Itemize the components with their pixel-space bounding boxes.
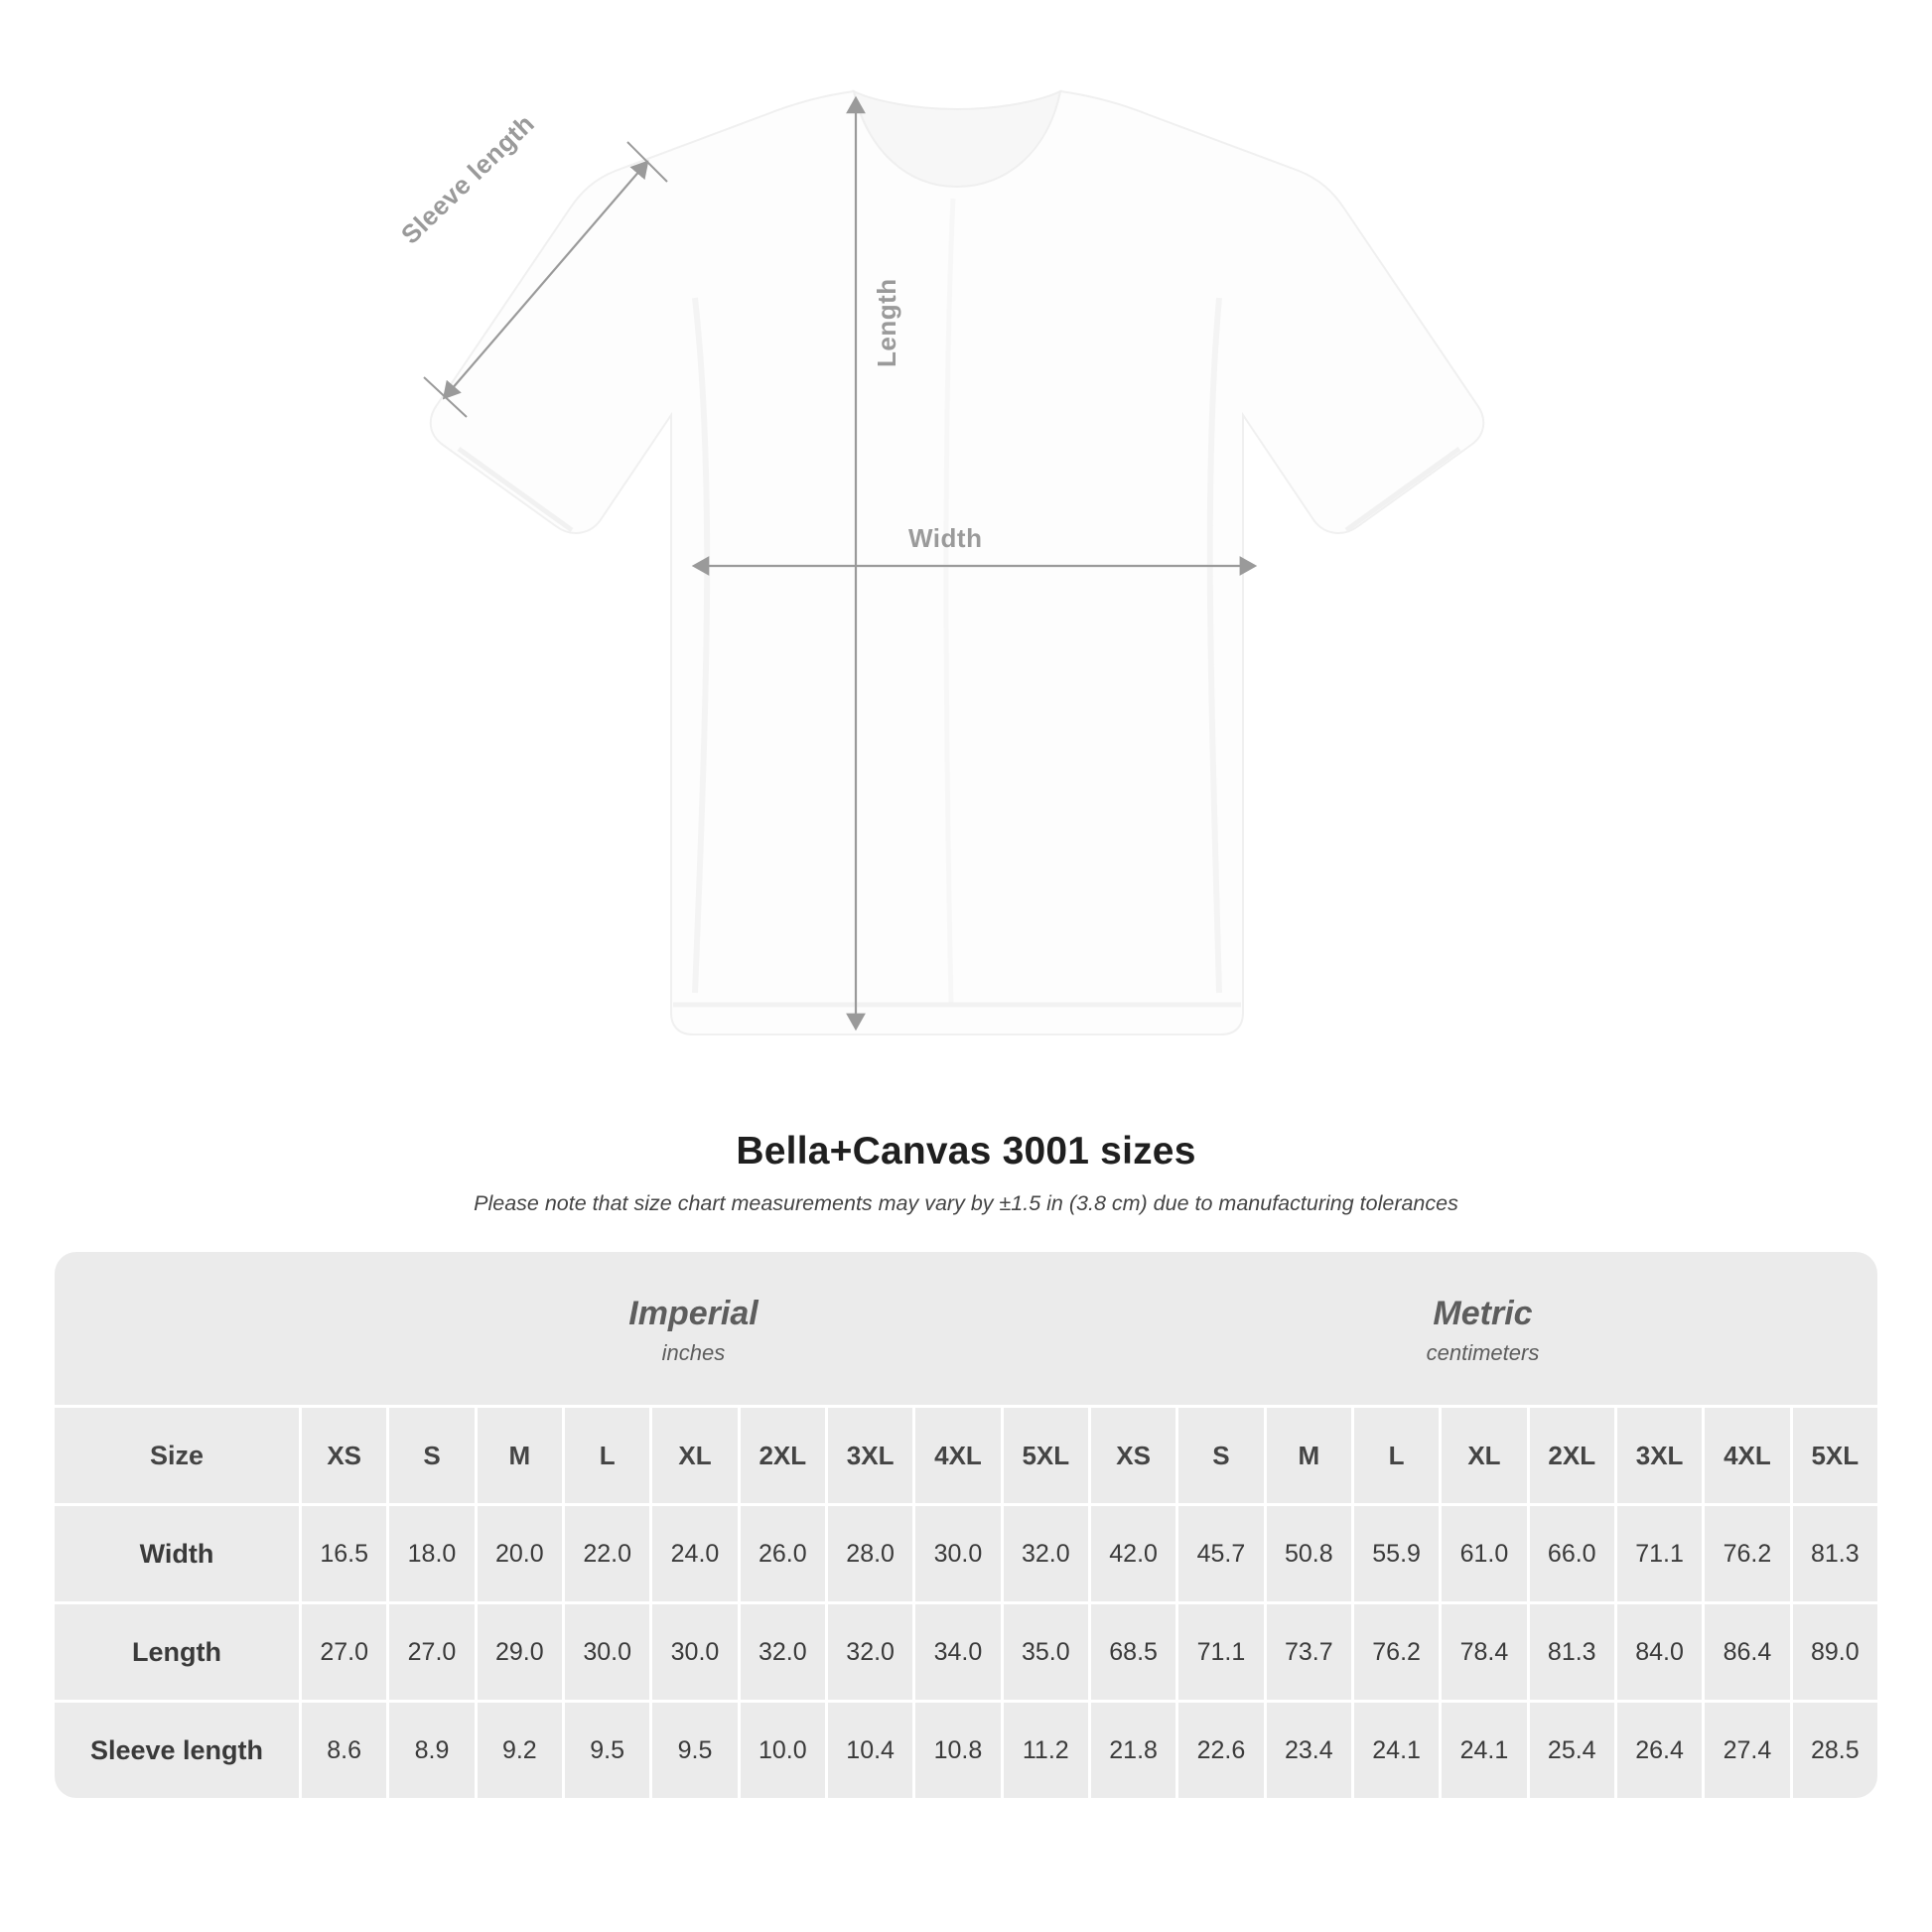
length-xl-metric: 78.4 bbox=[1439, 1601, 1526, 1700]
size-table bbox=[55, 1252, 1877, 1798]
length-m-metric: 73.7 bbox=[1264, 1601, 1351, 1700]
size-header-xs-imperial: XS bbox=[299, 1405, 386, 1503]
length-3xl-metric: 84.0 bbox=[1614, 1601, 1702, 1700]
length-4xl-metric: 86.4 bbox=[1702, 1601, 1789, 1700]
row-label-length: Length bbox=[55, 1601, 299, 1700]
size-header-2xl-imperial: 2XL bbox=[738, 1405, 825, 1503]
width-label: Width bbox=[908, 523, 983, 553]
size-header-xl-imperial: XL bbox=[649, 1405, 737, 1503]
sleeve-l-metric: 24.1 bbox=[1351, 1700, 1439, 1798]
size-header-m-metric: M bbox=[1264, 1405, 1351, 1503]
width-3xl-imperial: 28.0 bbox=[825, 1503, 912, 1601]
sleeve-5xl-imperial: 11.2 bbox=[1001, 1700, 1088, 1798]
width-m-imperial: 20.0 bbox=[475, 1503, 562, 1601]
size-header-l-imperial: L bbox=[562, 1405, 649, 1503]
length-xs-metric: 68.5 bbox=[1088, 1601, 1175, 1700]
width-s-metric: 45.7 bbox=[1175, 1503, 1263, 1601]
size-header-3xl-imperial: 3XL bbox=[825, 1405, 912, 1503]
length-l-imperial: 30.0 bbox=[562, 1601, 649, 1700]
sleeve-m-imperial: 9.2 bbox=[475, 1700, 562, 1798]
tshirt-shape bbox=[431, 91, 1484, 1035]
size-header-4xl-metric: 4XL bbox=[1702, 1405, 1789, 1503]
row-label-width: Width bbox=[55, 1503, 299, 1601]
table-row-width bbox=[55, 1503, 1877, 1601]
title-block bbox=[0, 1130, 1932, 1216]
length-xl-imperial: 30.0 bbox=[649, 1601, 737, 1700]
unit-header-row bbox=[55, 1252, 1877, 1405]
sleeve-5xl-metric: 28.5 bbox=[1790, 1700, 1877, 1798]
sleeve-4xl-imperial: 10.8 bbox=[912, 1700, 1000, 1798]
width-5xl-imperial: 32.0 bbox=[1001, 1503, 1088, 1601]
width-l-metric: 55.9 bbox=[1351, 1503, 1439, 1601]
size-header-row bbox=[55, 1405, 1877, 1503]
unit-metric-cell bbox=[1088, 1252, 1877, 1405]
sleeve-length-label: Sleeve length bbox=[395, 108, 541, 250]
table-row-length bbox=[55, 1601, 1877, 1700]
sleeve-xl-metric: 24.1 bbox=[1439, 1700, 1526, 1798]
measurement-note: Please note that size chart measurements may vary by ±1.5 in (3.8 cm) due to manufacturing tolerances bbox=[474, 1191, 1458, 1215]
length-label: Length bbox=[872, 278, 901, 367]
size-header-4xl-imperial: 4XL bbox=[912, 1405, 1000, 1503]
sleeve-2xl-imperial: 10.0 bbox=[738, 1700, 825, 1798]
sleeve-l-imperial: 9.5 bbox=[562, 1700, 649, 1798]
length-5xl-imperial: 35.0 bbox=[1001, 1601, 1088, 1700]
length-xs-imperial: 27.0 bbox=[299, 1601, 386, 1700]
sleeve-2xl-metric: 25.4 bbox=[1527, 1700, 1614, 1798]
sleeve-3xl-imperial: 10.4 bbox=[825, 1700, 912, 1798]
width-3xl-metric: 71.1 bbox=[1614, 1503, 1702, 1601]
sleeve-s-metric: 22.6 bbox=[1175, 1700, 1263, 1798]
length-s-imperial: 27.0 bbox=[386, 1601, 474, 1700]
unit-spacer-cell bbox=[55, 1252, 299, 1405]
width-2xl-metric: 66.0 bbox=[1527, 1503, 1614, 1601]
length-3xl-imperial: 32.0 bbox=[825, 1601, 912, 1700]
width-xl-imperial: 24.0 bbox=[649, 1503, 737, 1601]
sleeve-xs-metric: 21.8 bbox=[1088, 1700, 1175, 1798]
size-table-body bbox=[55, 1252, 1877, 1798]
size-table-wrapper bbox=[55, 1252, 1877, 1798]
width-l-imperial: 22.0 bbox=[562, 1503, 649, 1601]
unit-imperial-cell bbox=[299, 1252, 1088, 1405]
size-header-s-imperial: S bbox=[386, 1405, 474, 1503]
size-header-xl-metric: XL bbox=[1439, 1405, 1526, 1503]
size-header-3xl-metric: 3XL bbox=[1614, 1405, 1702, 1503]
size-header-m-imperial: M bbox=[475, 1405, 562, 1503]
size-header-l-metric: L bbox=[1351, 1405, 1439, 1503]
sleeve-m-metric: 23.4 bbox=[1264, 1700, 1351, 1798]
sleeve-xs-imperial: 8.6 bbox=[299, 1700, 386, 1798]
page-title: Bella+Canvas 3001 sizes bbox=[736, 1130, 1196, 1173]
length-4xl-imperial: 34.0 bbox=[912, 1601, 1000, 1700]
size-header-2xl-metric: 2XL bbox=[1527, 1405, 1614, 1503]
sleeve-3xl-metric: 26.4 bbox=[1614, 1700, 1702, 1798]
length-2xl-imperial: 32.0 bbox=[738, 1601, 825, 1700]
width-4xl-metric: 76.2 bbox=[1702, 1503, 1789, 1601]
sleeve-s-imperial: 8.9 bbox=[386, 1700, 474, 1798]
table-row-sleeve-length bbox=[55, 1700, 1877, 1798]
length-2xl-metric: 81.3 bbox=[1527, 1601, 1614, 1700]
width-5xl-metric: 81.3 bbox=[1790, 1503, 1877, 1601]
unit-metric-sub: centimeters bbox=[1426, 1339, 1540, 1365]
length-s-metric: 71.1 bbox=[1175, 1601, 1263, 1700]
width-m-metric: 50.8 bbox=[1264, 1503, 1351, 1601]
sleeve-4xl-metric: 27.4 bbox=[1702, 1700, 1789, 1798]
width-4xl-imperial: 30.0 bbox=[912, 1503, 1000, 1601]
width-2xl-imperial: 26.0 bbox=[738, 1503, 825, 1601]
size-header-label: Size bbox=[55, 1405, 299, 1503]
width-s-imperial: 18.0 bbox=[386, 1503, 474, 1601]
sleeve-xl-imperial: 9.5 bbox=[649, 1700, 737, 1798]
length-5xl-metric: 89.0 bbox=[1790, 1601, 1877, 1700]
unit-imperial-name: Imperial bbox=[628, 1295, 759, 1333]
size-header-s-metric: S bbox=[1175, 1405, 1263, 1503]
length-m-imperial: 29.0 bbox=[475, 1601, 562, 1700]
width-xs-metric: 42.0 bbox=[1088, 1503, 1175, 1601]
unit-metric-name: Metric bbox=[1433, 1295, 1533, 1333]
width-xs-imperial: 16.5 bbox=[299, 1503, 386, 1601]
width-xl-metric: 61.0 bbox=[1439, 1503, 1526, 1601]
size-header-5xl-imperial: 5XL bbox=[1001, 1405, 1088, 1503]
size-header-5xl-metric: 5XL bbox=[1790, 1405, 1877, 1503]
row-label-sleeve-length: Sleeve length bbox=[55, 1700, 299, 1798]
unit-imperial-sub: inches bbox=[661, 1339, 726, 1365]
length-l-metric: 76.2 bbox=[1351, 1601, 1439, 1700]
size-header-xs-metric: XS bbox=[1088, 1405, 1175, 1503]
